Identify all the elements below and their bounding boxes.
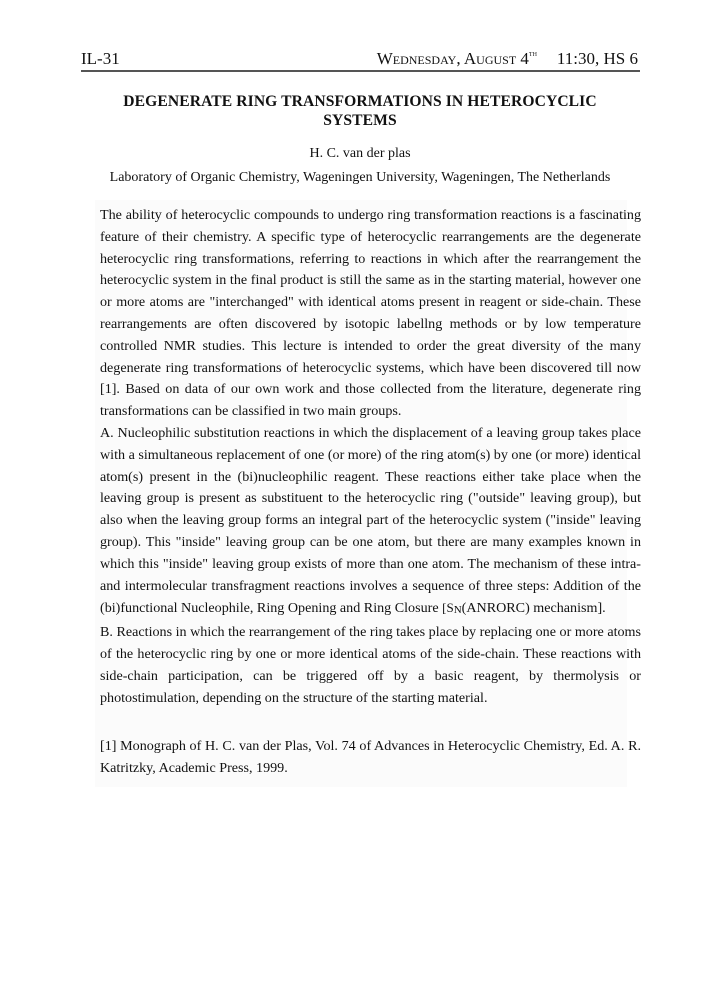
- group-a-paragraph: [100, 423, 641, 622]
- snanrorc-term: [442, 600, 462, 615]
- references: [100, 736, 641, 780]
- title-line-1: DEGENERATE RING TRANSFORMATIONS IN HETEROCYCLIC: [123, 93, 597, 110]
- snanrorc-prefix: [S: [442, 600, 454, 616]
- session-time-location: 11:30, HS 6: [556, 49, 638, 68]
- paper-title: [90, 92, 630, 130]
- snanrorc-rest: (ANRORC) mechanism].: [461, 600, 606, 617]
- intro-paragraph: The ability of heterocyclic compounds to undergo ring transformation reactions is a fascinating feature of their chemistry. A specific type of heterocyclic rearrangements are the degenerate heterocyclic ring transformations, referring to reactions in which after the rearrangement the heterocyclic system in the final product is still the same as in the starting material, however one or more atoms are "interchanged" with identical atoms present in reagent or side-chain. These rearrangements are often discovered by isotopic labellng methods or by low temperature controlled NMR studies. This lecture is intended to order the great diversity of the many degenerate ring transformations of heterocyclic systems, which have been discovered till now [1]. Based on data of our own work and those collected from the literature, degenerate ring transformations can be classified in two main groups.: [100, 207, 641, 420]
- group-b-paragraph: B. Reactions in which the rearrangement of the ring takes place by replacing one or more atoms of the heterocyclic ring by one or more identical atoms of the side-chain. These reactions with side-chain participation, can be triggered off by a basic reagent, by thermolysis or photostimulation, depending on the structure of the starting material.: [100, 624, 641, 706]
- snanrorc-subscript: N: [453, 604, 462, 617]
- session-date: [377, 49, 537, 68]
- session-info: [377, 49, 638, 69]
- affiliation: Laboratory of Organic Chemistry, Wageningen University, Wageningen, The Netherlands: [109, 170, 611, 185]
- reference-1: [1] Monograph of H. C. van der Plas, Vol. 74 of Advances in Heterocyclic Chemistry, Ed. A. R. Katritzky, Academic Press, 1999.: [100, 738, 641, 776]
- abstract-code: IL-31: [81, 49, 120, 68]
- group-a-text: A. Nucleophilic substitution reactions in which the displacement of a leaving group takes place with a simultaneous replacement of one (or more) of the ring atom(s) by one (or more) identical atom(s) present in the (bi)nucleophilic reagent. These reactions either take place when the leaving group is present as substituent to the heterocyclic ring ("outside" leaving group), but also when the leaving group forms an integral part of the heterocyclic system ("inside" leaving group). This "inside" leaving group can be one atom, but there are many examples known in which this "inside" leaving group exists of more than one atom. The mechanism of these intra- and intermolecular transfragment reactions involves a sequence of three steps: Addition of the (bi)functional Nucleophile, Ring Opening and Ring Closure: [100, 424, 641, 617]
- session-date-text: Wednesday, August 4: [376, 49, 529, 68]
- title-line-2: SYSTEMS: [323, 112, 397, 129]
- abstract-body: [100, 205, 641, 709]
- page-header: [81, 48, 640, 72]
- author: H. C. van der plas: [309, 146, 411, 161]
- date-suffix: th: [528, 49, 537, 58]
